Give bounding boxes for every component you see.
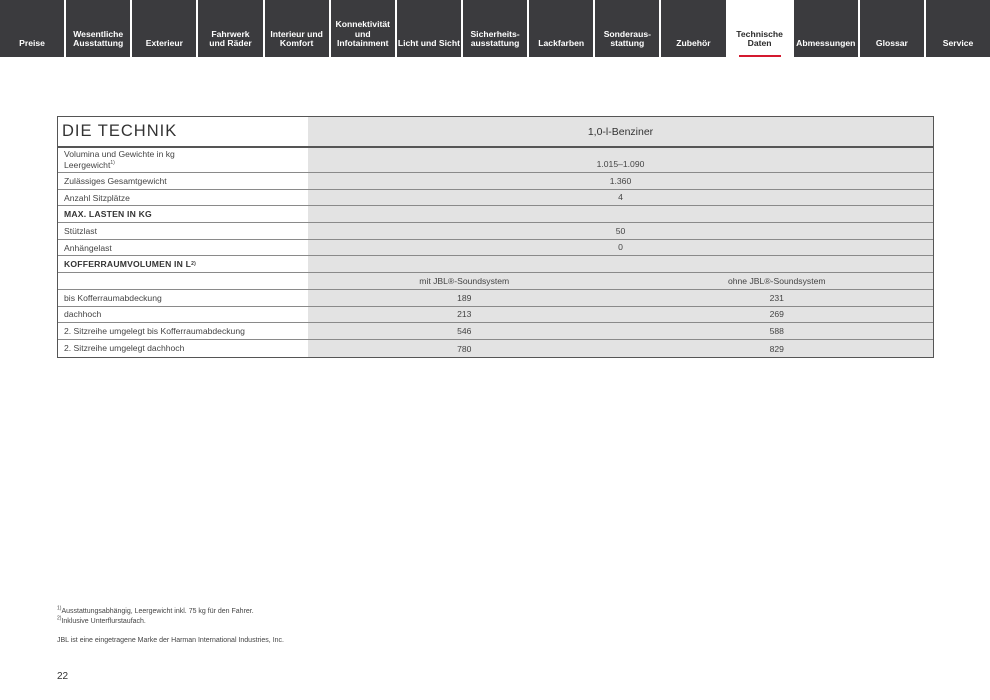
column-with-jbl: mit JBL®-Soundsystem	[308, 273, 621, 289]
table-row	[58, 173, 933, 190]
tab-zubehoer[interactable]: Zubehör	[661, 0, 727, 57]
value-with-jbl: 546	[308, 323, 621, 339]
max-loads-heading: MAX. LASTEN IN KG	[64, 209, 152, 220]
row-value: 0	[308, 240, 933, 256]
value-without-jbl: 829	[621, 340, 934, 357]
value-with-jbl: 213	[308, 307, 621, 323]
tab-sonderausstattung[interactable]: Sonderaus- stattung	[595, 0, 661, 57]
tab-service[interactable]: Service	[926, 0, 990, 57]
table-row	[58, 340, 933, 357]
tab-licht-sicht[interactable]: Licht und Sicht	[397, 0, 463, 57]
column-without-jbl: ohne JBL®-Soundsystem	[621, 273, 934, 289]
volumes-label: Volumina und Gewichte in kg	[64, 149, 175, 159]
tab-interieur[interactable]: Interieur und Komfort	[265, 0, 331, 57]
tab-preise[interactable]: Preise	[0, 0, 66, 57]
tab-lackfarben[interactable]: Lackfarben	[529, 0, 595, 57]
row-label: Zulässiges Gesamtgewicht	[64, 175, 167, 186]
tab-glossar[interactable]: Glossar	[860, 0, 926, 57]
row-label: 2. Sitzreihe umgelegt bis Kofferraumabdeckung	[64, 326, 245, 337]
table-header-row	[58, 117, 933, 148]
footnote-1: $^{1)}$Ausstattungsabhängig, Leergewicht inkl. 75 kg für den Fahrer.	[57, 605, 254, 615]
value-without-jbl: 231	[621, 290, 934, 306]
row-label: bis Kofferraumabdeckung	[64, 292, 162, 303]
trademark-note: JBL ist eine eingetragene Marke der Harman International Industries, Inc.	[57, 637, 284, 644]
technical-data-table	[57, 116, 934, 358]
value-with-jbl: 189	[308, 290, 621, 306]
row-label: Anzahl Sitzplätze	[64, 192, 130, 203]
page-number: 22	[57, 671, 69, 682]
section-heading-row	[58, 206, 933, 223]
section-heading-row: KOFFERRAUMVOLUMEN IN L 2)	[58, 256, 933, 273]
value-without-jbl: 588	[621, 323, 934, 339]
row-label: 2. Sitzreihe umgelegt dachhoch	[64, 343, 185, 354]
table-row	[58, 323, 933, 340]
footnotes	[57, 607, 284, 646]
subheader-row	[58, 273, 933, 290]
row-value: 50	[308, 223, 933, 239]
row-value: 4	[308, 190, 933, 206]
page-title: DIE TECHNIK	[62, 122, 178, 140]
tab-technische-daten[interactable]: Technische Daten	[728, 0, 794, 57]
curb-weight-label: Leergewicht	[64, 160, 111, 170]
footnote-ref: 1)	[110, 160, 115, 167]
trunk-heading: KOFFERRAUMVOLUMEN IN L	[64, 259, 192, 270]
tab-sicherheit[interactable]: Sicherheits- ausstattung	[463, 0, 529, 57]
engine-column-header: 1,0-l-Benziner	[308, 117, 933, 146]
row-label: dachhoch	[64, 309, 102, 320]
table-row	[58, 240, 933, 257]
footnote-2: $^{2)}$Inklusive Unterflurstaufach.	[57, 615, 146, 625]
value-without-jbl: 269	[621, 307, 934, 323]
table-row	[58, 307, 933, 324]
table-row	[58, 148, 933, 173]
table-row	[58, 223, 933, 240]
row-label: Anhängelast	[64, 242, 112, 253]
value-with-jbl: 780	[308, 340, 621, 357]
table-row	[58, 190, 933, 207]
row-value: 1.360	[308, 173, 933, 189]
tab-fahrwerk[interactable]: Fahrwerk und Räder	[198, 0, 264, 57]
table-row	[58, 290, 933, 307]
curb-weight-value: 1.015–1.090	[308, 148, 933, 172]
tab-wesentliche-ausstattung[interactable]: Wesentliche Ausstattung	[66, 0, 132, 57]
tab-abmessungen[interactable]: Abmessungen	[794, 0, 860, 57]
row-label: Stützlast	[64, 225, 97, 236]
top-navigation	[0, 0, 990, 57]
tab-exterieur[interactable]: Exterieur	[132, 0, 198, 57]
tab-konnektivitaet[interactable]: Konnektivität und Infotainment	[331, 0, 397, 57]
